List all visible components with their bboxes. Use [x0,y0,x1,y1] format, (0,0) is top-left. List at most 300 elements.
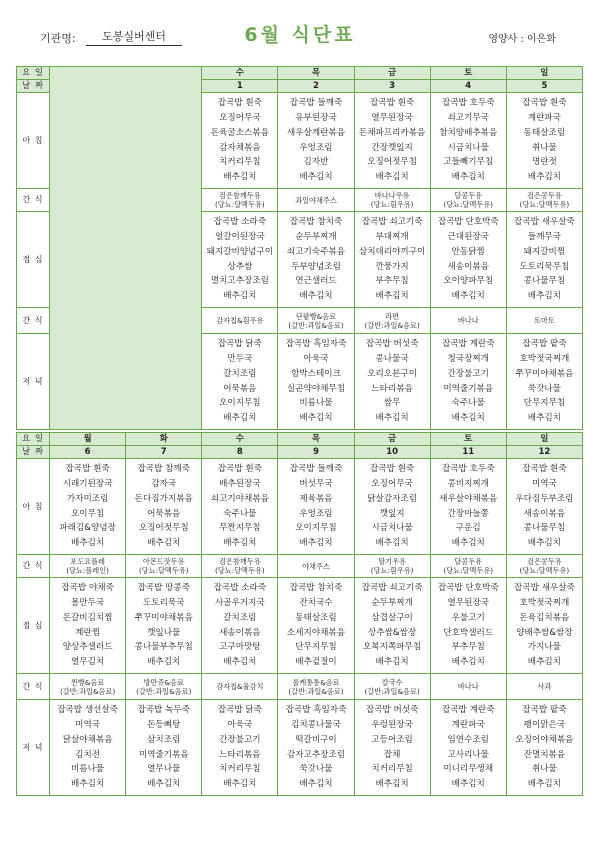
row-label-snack-am: 간 식 [17,189,50,212]
menu-item: 잡곡밥 들깨죽 [289,98,343,109]
menu-item: 쇠고기야채볶음 [210,493,269,504]
menu-item: 근대된장국 [447,231,489,242]
lunch-cell [278,578,354,674]
menu-item: 배추김치 [375,413,409,424]
menu-item: 파래김&양념장 [59,523,116,534]
menu-item: 잡채 [383,749,401,760]
menu-item: 잡곡밥 들깨죽 [289,464,343,475]
menu-item: 팽이맑은국 [523,719,566,730]
lunch-cell [506,212,582,308]
menu-item: 깐풍가지 [375,261,409,272]
menu-item: 비름나물 [299,398,333,409]
lunch-cell [354,212,430,308]
dinner-cell [50,700,126,796]
breakfast-cell [202,459,278,555]
menu-item: 갈치조림 [223,612,257,623]
menu-item: 잡곡밥 참치죽 [289,217,343,228]
menu-item: 오이지무침 [219,398,261,409]
row-label-snack-am: 간 식 [17,555,50,578]
menu-item: 우엉조림 [299,508,333,519]
menu-item: 잡곡밥 생선살죽 [57,705,119,716]
menu-item: 동태살조림 [295,612,337,623]
menu-item: 배추김치 [223,657,257,668]
menu-item: 배추김치 [147,538,181,549]
breakfast-cell [430,93,506,189]
menu-item: 배추김치 [147,657,181,668]
dinner-cell [278,700,354,796]
dinner-cell [506,334,582,430]
snack-cell [354,555,430,578]
menu-item: 김치전 [75,749,101,760]
menu-item: 감자고추장조림 [286,749,346,760]
menu-item: 비름나물 [71,764,105,775]
menu-item: 배추김치 [375,657,409,668]
dinner-cell [354,700,430,796]
menu-item: 배추김치 [299,538,333,549]
menu-item: 배추김치 [527,657,561,668]
menu-item: 감자국 [151,478,177,489]
snack-item: 포도요플레 [70,557,105,566]
menu-item: 배추김치 [451,657,485,668]
menu-item: 사골우거지국 [214,597,265,608]
row-label-dinner: 저 녁 [17,700,50,796]
menu-item: 잡곡밥 야채죽 [61,583,114,594]
menu-item: 어묵볶음 [223,383,257,394]
menu-item: 배추김치 [299,413,333,424]
menu-item: 계란파국 [451,719,485,730]
menu-item: 부대찌개 [375,231,409,242]
day-of-week: 금 [354,67,430,80]
menu-item: 간장불고기 [219,734,261,745]
menu-item: 배추김치 [223,413,257,424]
snack-cell [430,674,506,700]
menu-item: 돼지갈비찜 [523,246,566,257]
menu-item: 치커리무침 [371,764,413,775]
menu-item: 쇠고기숙주볶음 [286,246,346,257]
menu-item: 잡곡밥 흰죽 [522,464,567,475]
menu-item: 잡곡밥 참깨죽 [137,464,190,475]
snack-item: (당뇨:달맥두유) [443,566,494,575]
snack-item: 검은콩두유 [527,191,562,200]
snack-item: 방만쥬&음료 [143,677,184,687]
snack-item: 야채주스 [302,561,330,571]
menu-item: 잡곡밥 흰죽 [217,464,262,475]
menu-item: 고구마맛탕 [219,642,261,653]
snack-cell [202,189,278,212]
menu-item: 쌈무 [383,398,401,409]
page-header [0,0,600,62]
menu-item: 느타리볶음 [371,383,413,394]
menu-item: 호박젓국찌개 [519,597,570,608]
snack-cell [202,308,278,334]
snack-item: 감자칩&흰우유 [216,316,264,325]
snack-cell [506,674,582,700]
menu-item: 잡곡밥 단호박죽 [437,217,499,228]
menu-item: 우엉조림 [299,142,333,153]
dinner-cell [430,700,506,796]
menu-item: 참치양배추볶음 [439,127,498,138]
menu-item: 오복지쪽파무침 [363,642,422,653]
snack-cell [430,189,506,212]
breakfast-cell [50,459,126,555]
snack-cell [50,555,126,578]
menu-item: 시래기된장국 [62,478,113,489]
menu-item: 배추김치 [527,291,561,302]
menu-item: 만두국 [227,353,253,364]
date-number: 11 [430,446,506,459]
menu-item: 잔치국수 [299,597,333,608]
menu-item: 떡갈비구이 [295,734,337,745]
day-of-week: 수 [202,67,278,80]
menu-item: 임연수조림 [447,734,489,745]
menu-item: 돈등뼈탕 [147,719,181,730]
snack-item: (당뇨:달맥두유) [138,566,189,575]
menu-item: 돈육굴소스볶음 [210,127,269,138]
menu-item: 멸치고추장조림 [210,276,269,287]
menu-item: 오징어젓무침 [367,157,418,168]
menu-item: 잡곡밥 호두죽 [441,98,495,109]
snack-item: 바나나 [457,316,479,325]
menu-item: 단무지무침 [523,398,566,409]
snack-item: 찐빵&음료 [70,677,105,687]
menu-item: 연근샐러드 [295,276,337,287]
lunch-cell [202,578,278,674]
row-label-lunch: 점 심 [17,212,50,308]
snack-cell [506,555,582,578]
menu-item: 새송이볶음 [447,261,489,272]
menu-item: 닭살감자조림 [367,493,418,504]
menu-item: 상추쌈&쌈장 [368,627,417,638]
snack-item: 라면 [385,311,400,321]
snack-cell [278,308,354,334]
menu-item: 배추김치 [223,172,257,183]
menu-item: 콩나물무침 [523,523,566,534]
snack-item: 단팥빵&음료 [295,311,337,321]
menu-item: 얼갈이된장국 [214,231,265,242]
date-number: 12 [506,446,582,459]
menu-item: 고등어조림 [371,734,413,745]
menu-item: 잡곡밥 닭죽 [217,705,262,716]
row-label-snack-pm: 간 식 [17,674,50,700]
menu-item: 배추김치 [451,538,485,549]
menu-item: 오징어젓무침 [138,523,189,534]
menu-item: 몰만두국 [71,597,105,608]
menu-item: 잡곡밥 소라죽 [213,583,267,594]
menu-item: 열무된장국 [447,597,489,608]
menu-item: 콩비지찌개 [447,478,489,489]
menu-item: 계란파국 [527,112,561,123]
breakfast-cell [278,93,354,189]
snack-cell [354,189,430,212]
snack-item: (갈반:과일&음료) [288,686,344,696]
menu-item: 갈치조림 [223,368,257,379]
menu-item: 잡곡밥 새우살죽 [513,583,575,594]
menu-item: 미니리무생채 [443,764,494,775]
menu-item: 잡곡밥 흑임자죽 [285,705,347,716]
row-label-breakfast: 아 침 [17,459,50,555]
menu-item: 숙주나물 [451,398,485,409]
menu-item: 잡곡밥 계란죽 [441,705,495,716]
menu-item: 잔멸치볶음 [523,749,566,760]
breakfast-cell [126,459,202,555]
menu-item: 명란젓 [531,157,557,168]
menu-item: 배추김치 [527,538,561,549]
menu-item: 배추김치 [451,413,485,424]
menu-item: 고들빼기무침 [443,157,494,168]
menu-item: 돼지갈비양념구이 [206,246,274,257]
row-label-date: 날 짜 [17,446,50,459]
date-number: 10 [354,446,430,459]
snack-cell [202,555,278,578]
date-number: 6 [50,446,126,459]
snack-item: (당뇨:흰우유) [370,566,414,575]
menu-item: 잡곡밥 팥죽 [522,339,567,350]
dinner-cell [354,334,430,430]
menu-item: 잡곡밥 흰죽 [369,464,415,475]
empty-cell [50,67,202,430]
menu-item: 제육볶음 [299,493,333,504]
snack-item: (갈반:과일&음료) [364,320,420,330]
dinner-cell [202,700,278,796]
snack-item: (갈반:과일&음료) [288,320,344,330]
snack-cell [278,555,354,578]
breakfast-cell [506,459,582,555]
day-of-week: 토 [430,67,506,80]
row-label-lunch: 점 심 [17,578,50,674]
menu-item: 삼치조림 [147,734,181,745]
menu-item: 잡곡밥 닭죽 [217,339,262,350]
snack-item: (당뇨:달맥두유) [519,200,570,209]
org-label: 기관명: [40,32,76,45]
menu-item: 들깨무국 [527,231,561,242]
menu-item: 부추무침 [451,642,485,653]
menu-item: 시금치나물 [447,142,489,153]
menu-item: 취나물 [531,764,557,775]
snack-item: (당뇨:달맥두유) [215,200,265,209]
menu-item: 배추김치 [375,538,409,549]
menu-item: 유부된장국 [295,112,337,123]
menu-item: 고사리나물 [447,749,489,760]
menu-item: 배추김치 [299,779,333,790]
snack-item: (갈반:과일&음료) [364,686,420,696]
snack-cell [430,308,506,334]
menu-item: 계란찜 [75,627,101,638]
menu-item: 배추김치 [527,172,561,183]
menu-item: 미역국 [75,719,101,730]
snack-item: (당뇨:달맥두유) [519,566,570,575]
menu-item: 순두부찌개 [295,231,337,242]
row-label-dinner: 저 녁 [17,334,50,430]
snack-item: (당뇨:달맥두유) [443,200,494,209]
dinner-cell [506,700,582,796]
snack-item: (당뇨:흰우유) [370,200,414,209]
menu-item: 배추김치 [527,779,561,790]
menu-item: 잡곡밥 버섯죽 [365,705,419,716]
menu-item: 잡곡밥 쇠고기죽 [361,217,423,228]
snack-item: 감자칩&율감치 [216,682,264,691]
menu-item: 콩나물국 [375,353,409,364]
org-name: 도봉실버센터 [86,28,182,46]
menu-item: 두부양념조림 [291,261,341,272]
menu-item: 취나물 [531,142,557,153]
menu-item: 잡곡밥 흰죽 [522,98,567,109]
dinner-cell [126,700,202,796]
menu-item: 김자반 [303,157,329,168]
menu-item: 배추겉절이 [295,657,337,668]
snack-item: 사과 [537,682,552,691]
snack-item: 바나나우유 [374,191,410,200]
menu-item: 감자채볶음 [219,142,261,153]
menu-item: 우다짐두부조림 [515,493,574,504]
breakfast-cell [506,93,582,189]
date-number: 5 [506,80,582,93]
breakfast-cell [354,93,430,189]
menu-item: 배추김치 [299,291,333,302]
menu-item: 배추김치 [299,172,333,183]
menu-item: 깻잎나물 [147,627,181,638]
menu-item: 배추김치 [375,172,409,183]
lunch-cell [430,578,506,674]
menu-item: 콩나물무침 [523,276,566,287]
menu-item: 도토리묵국 [142,597,185,608]
snack-item: (당뇨:플레인) [66,566,109,575]
lunch-cell [506,578,582,674]
snack-item: (당뇨:달맥두유) [215,566,265,575]
menu-item: 잡곡밥 호두죽 [441,464,495,475]
menu-item: 돈갈비김치찜 [62,612,113,623]
menu-item: 배추김치 [223,538,257,549]
snack-cell [354,308,430,334]
snack-cell [506,189,582,212]
snack-item: 아몬드잣두유 [142,557,185,566]
menu-item: 깻잎지 [379,508,405,519]
breakfast-cell [278,459,354,555]
menu-item: 돈채파프리카볶음 [358,127,426,138]
snack-item: (갈반:과일&음료) [59,686,116,696]
menu-item: 치커리무침 [219,157,261,168]
menu-item: 열무된장국 [371,112,413,123]
date-number: 2 [278,80,354,93]
menu-item: 오징어무국 [219,112,261,123]
lunch-cell [278,212,354,308]
menu-item: 잡곡밥 녹두죽 [137,705,190,716]
menu-item: 가자미조림 [66,493,109,504]
menu-item: 쭈꾸미야채볶음 [515,368,574,379]
menu-item: 새우살야채볶음 [439,493,498,504]
menu-item: 배추김치 [223,291,257,302]
menu-item: 배추김치 [223,779,257,790]
menu-item: 호박젓국찌개 [519,353,570,364]
menu-item: 쑥갓나물 [527,383,561,394]
row-label-date: 날 짜 [17,80,50,93]
menu-item: 삼치데리야끼구이 [358,246,426,257]
menu-item: 잡곡밥 팥죽 [522,705,567,716]
menu-item: 배추김치 [375,779,409,790]
menu-item: 간장마늘쫑 [447,508,489,519]
menu-item: 김치콩나물국 [291,719,341,730]
breakfast-cell [202,93,278,189]
menu-item: 새송이볶음 [219,627,261,638]
menu-item: 배추김치 [375,291,409,302]
menu-item: 오이양파무침 [443,276,494,287]
menu-table-week-1 [16,66,583,430]
menu-item: 미역줄기볶음 [138,749,189,760]
menu-item: 쭈꾸미야채볶음 [134,612,193,623]
snack-item: 롤케통통&음료 [292,677,340,687]
menu-item: 양배추쌈&쌈장 [516,627,573,638]
menu-table-week-2 [16,432,583,796]
menu-item: 잡곡밥 흰죽 [65,464,110,475]
menu-item: 단호박샐러드 [443,627,494,638]
menu-item: 잡곡밥 단호박죽 [437,583,499,594]
day-of-week: 일 [506,433,582,446]
menu-item: 청국장찌개 [447,353,489,364]
menu-item: 미역국 [531,478,557,489]
dinner-cell [430,334,506,430]
menu-item: 실곤약야채무침 [286,383,346,394]
menu-item: 미역줄기볶음 [443,383,494,394]
menu-item: 느타리볶음 [219,749,261,760]
snack-cell [506,308,582,334]
snack-item: 달콤두유 [454,191,483,200]
snack-item: 과일야채주스 [295,195,337,205]
menu-item: 쑥갓나물 [299,764,333,775]
menu-item: 새우살계란볶음 [286,127,346,138]
menu-item: 구운김 [455,523,481,534]
menu-item: 열무김치 [71,657,105,668]
menu-item: 숙주나물 [223,508,257,519]
menu-item: 단무지무침 [295,642,337,653]
menu-item: 배추김치 [71,538,105,549]
snack-item: 달콤두유 [454,557,483,566]
day-of-week: 수 [202,433,278,446]
menu-item: 무짠지무침 [219,523,261,534]
lunch-cell [50,578,126,674]
lunch-cell [354,578,430,674]
menu-item: 돈육김치볶음 [519,612,570,623]
snack-item: 딸기우유 [378,557,406,566]
day-of-week: 월 [50,433,126,446]
lunch-cell [126,578,202,674]
menu-item: 배추김치 [451,779,485,790]
day-of-week: 목 [278,433,354,446]
snack-cell [278,674,354,700]
menu-item: 가지나물 [527,642,561,653]
menu-item: 삼겹살구이 [371,612,413,623]
menu-item: 배추김치 [451,291,485,302]
day-of-week: 화 [126,433,202,446]
menu-item: 양상추샐러드 [62,642,113,653]
menu-item: 순두부찌개 [371,597,413,608]
menu-item: 잡곡밥 흰죽 [217,98,262,109]
menu-item: 아욱국 [227,719,253,730]
breakfast-cell [354,459,430,555]
menu-item: 오이무침 [71,508,105,519]
snack-item: 검은참깨두유 [219,557,261,566]
menu-item: 잡곡밥 새우살죽 [513,217,575,228]
date-number: 8 [202,446,278,459]
dinner-cell [202,334,278,430]
menu-item: 잡곡밥 참치죽 [289,583,343,594]
date-number: 3 [354,80,430,93]
menu-item: 새송이볶음 [523,508,566,519]
date-number: 7 [126,446,202,459]
snack-cell [126,674,202,700]
date-number: 1 [202,80,278,93]
menu-item: 쇠고기무국 [447,112,489,123]
menu-item: 버섯무국 [299,478,333,489]
menu-item: 우불고기 [451,612,485,623]
